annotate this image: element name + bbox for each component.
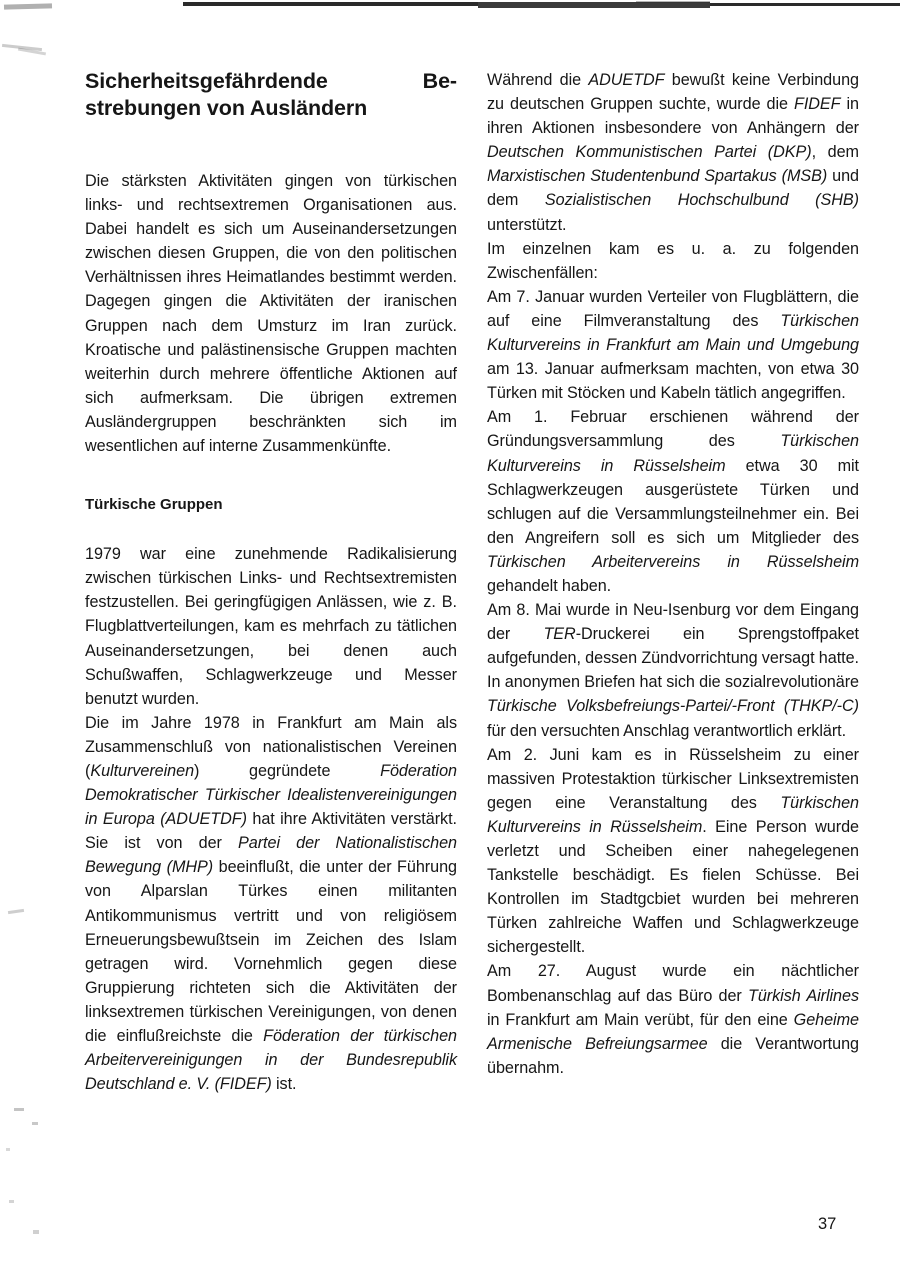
emphasised-term: Sozialistischen Hochschulbund (SHB) <box>544 191 859 210</box>
emphasised-term: Türkischen Arbeitervereins in Rüsselsheim <box>487 552 859 571</box>
emphasised-term: Türkischen Kulturvereins in Frankfurt am Main und Umgebung <box>487 311 859 355</box>
emphasised-term: Kulturvereinen <box>90 761 195 780</box>
scan-speckle <box>6 1148 10 1151</box>
scan-speckle <box>32 1122 38 1125</box>
scan-speckle <box>9 1200 14 1203</box>
emphasised-term: Türkischen Kulturvereins in Rüsselsheim <box>487 793 859 836</box>
emphasised-term: Türkischen Kulturvereins in Rüsselsheim <box>487 432 859 475</box>
section-subheading: Türkische Gruppen <box>85 496 223 514</box>
left-column <box>85 68 457 1096</box>
emphasised-term: Marxistischen Studentenbund Spartakus (MSB) <box>487 167 828 186</box>
left-paragraph-2: Die im Jahre 1978 in Frankfurt am Main als Zusammenschluß von nationalistischen Vereinen (Kulturvereinen) gegründete Föderation Demokratischer Türkischer Idealistenvereinigungen in Europa (ADUETDF) hat ihre Aktivitäten verstärkt. Sie ist von der Partei der Nationalistischen Bewegung (MHP) beeinflußt, die unter der Führung von Alparslan Türkes einen militanten Antikommunismus vertritt und von religiösem Erneuerungsbewußtsein im Zeichen des Islam getragen wird. Vornehmlich gegen diese Gruppierung richteten sich die Aktivitäten der linksextremen türkischen Vereinigungen, von denen die einflußreichste die Föderation der türkischen Arbeitervereinigungen in der Bundesrepublik Deutschland e. V. (FIDEF) ist. <box>85 713 458 1094</box>
emphasised-term: Föderation der türkischen Arbeitervereinigungen in der Bundesrepublik Deutschland e. V. (FIDEF) <box>85 1027 457 1094</box>
page-number: 37 <box>818 1215 837 1233</box>
emphasised-term: Föderation Demokratischer Türkischer Idealistenvereinigungen in Europa (ADUETDF) <box>85 761 457 829</box>
right-paragraph-1: Während die ADUETDF bewußt keine Verbindung zu deutschen Gruppen suchte, wurde die FIDEF in ihren Aktionen insbesondere von Anhängern der Deutschen Kommunistischen Partei (DKP), dem Marxistischen Studentenbund Spartakus (MSB) und dem Sozialistischen Hochschulbund (SHB) unterstützt. <box>487 71 859 234</box>
right-paragraph-5: Am 8. Mai wurde in Neu-Isenburg vor dem Eingang der TER-Druckerei ein Sprengstoffpaket aufgefunden, dessen Zündvorrichtung versagt hatte. In anonymen Briefen hat sich die sozialrevolutionäre Türkische Volksbefreiungs-Partei/-Front (THKP/-C) für den versuchten Anschlag verantwortlich erklärt. <box>487 601 859 740</box>
scan-speckle <box>8 909 24 914</box>
emphasised-term: Türkische Volksbefreiungs-Partei/-Front (THKP/-C) <box>487 697 859 716</box>
right-paragraph-6: Am 2. Juni kam es in Rüsselsheim zu einer massiven Protestaktion türkischer Linksextremisten gegen eine Veranstaltung des Türkischen Kulturvereins in Rüsselsheim. Eine Person wurde verletzt und Scheiben einer nahegelegenen Tankstelle beschädigt. Es fielen Schüsse. Bei Kontrollen im Stadtgcbiet wurden bei mehreren Türken zahlreiche Waffen und Schlagwerkzeuge sichergestellt. <box>487 745 859 957</box>
scan-edge-artifact <box>636 1 710 3</box>
scan-speckle <box>4 3 52 9</box>
page-title-line-1: Sicherheitsgefährdende Be- <box>85 69 457 93</box>
right-paragraph-7: Am 27. August wurde ein nächtlicher Bombenanschlag auf das Büro der Türkish Airlines in Frankfurt am Main verübt, für den eine Geheime Armenische Befreiungsarmee die Verantwortung übernahm. <box>487 962 860 1077</box>
page-title <box>85 68 457 122</box>
emphasised-term: Partei der Nationalistischen Bewegung (MHP) <box>85 834 458 877</box>
spacer <box>85 515 457 542</box>
right-column <box>487 68 859 1080</box>
emphasised-term: TER <box>543 625 576 644</box>
emphasised-term: ADUETDF <box>588 71 665 89</box>
spacer <box>85 458 457 495</box>
page-title-line-2: strebungen von Ausländern <box>85 96 368 120</box>
right-paragraph-3: Am 7. Januar wurden Verteiler von Flugblättern, die auf eine Filmveranstaltung des Türkischen Kulturvereins in Frankfurt am Main und Umgebung am 13. Januar aufmerksam machten, von etwa 30 Türken mit Stöcken und Kabeln tätlich angegriffen. <box>487 287 859 403</box>
scan-speckle <box>33 1230 39 1234</box>
emphasised-term: Türkish Airlines <box>748 986 860 1005</box>
scan-speckle <box>14 1108 24 1111</box>
emphasised-term: Deutschen Kommunistischen Partei (DKP) <box>487 143 812 162</box>
right-paragraph-2: Im einzelnen kam es u. a. zu folgenden Zwischenfällen: <box>487 239 859 282</box>
right-paragraph-4: Am 1. Februar erschienen während der Gründungsversammlung des Türkischen Kulturvereins in Rüsselsheim etwa 30 mit Schlagwerkzeugen ausgerüstete Türken und schlugen auf die Versammlungsteilnehmer ein. Bei den Angreifern soll es sich um Mitglieder des Türkischen Arbeitervereins in Rüsselsheim gehandelt haben. <box>487 408 859 595</box>
left-paragraph-1: 1979 war eine zunehmende Radikalisierung zwischen türkischen Links- und Rechtsextremisten festzustellen. Bei geringfügigen Anlässen, wie z. B. Flugblattverteilungen, kam es mehrfach zu tätlichen Auseinandersetzungen, bei denen auch Schußwaffen, Schlagwerkzeuge und Messer benutzt wurden. <box>85 545 457 708</box>
spacer <box>85 122 457 169</box>
scan-edge-artifact <box>710 3 900 6</box>
intro-paragraph: Die stärksten Aktivitäten gingen von türkischen links- und rechtsextremen Organisationen aus. Dabei handelt es sich um Auseinandersetzungen zwischen diesen Gruppen, die von den politischen Verhältnissen ihres Heimatlandes bestimmt werden. Dagegen gingen die Aktivitäten der iranischen Gruppen nach dem Umsturz im Iran zurück. Kroatische und palästinensische Gruppen machten weiterhin durch mehrere öffentliche Aktionen auf sich aufmerksam. Die übrigen extremen Ausländergruppen beschränkten sich im wesentlichen auf interne Zusammenkünfte. <box>85 172 457 456</box>
emphasised-term: Geheime Armenische Befreiungsarmee <box>487 1010 859 1053</box>
emphasised-term: FIDEF <box>793 95 841 114</box>
scan-edge-artifact <box>183 2 478 6</box>
